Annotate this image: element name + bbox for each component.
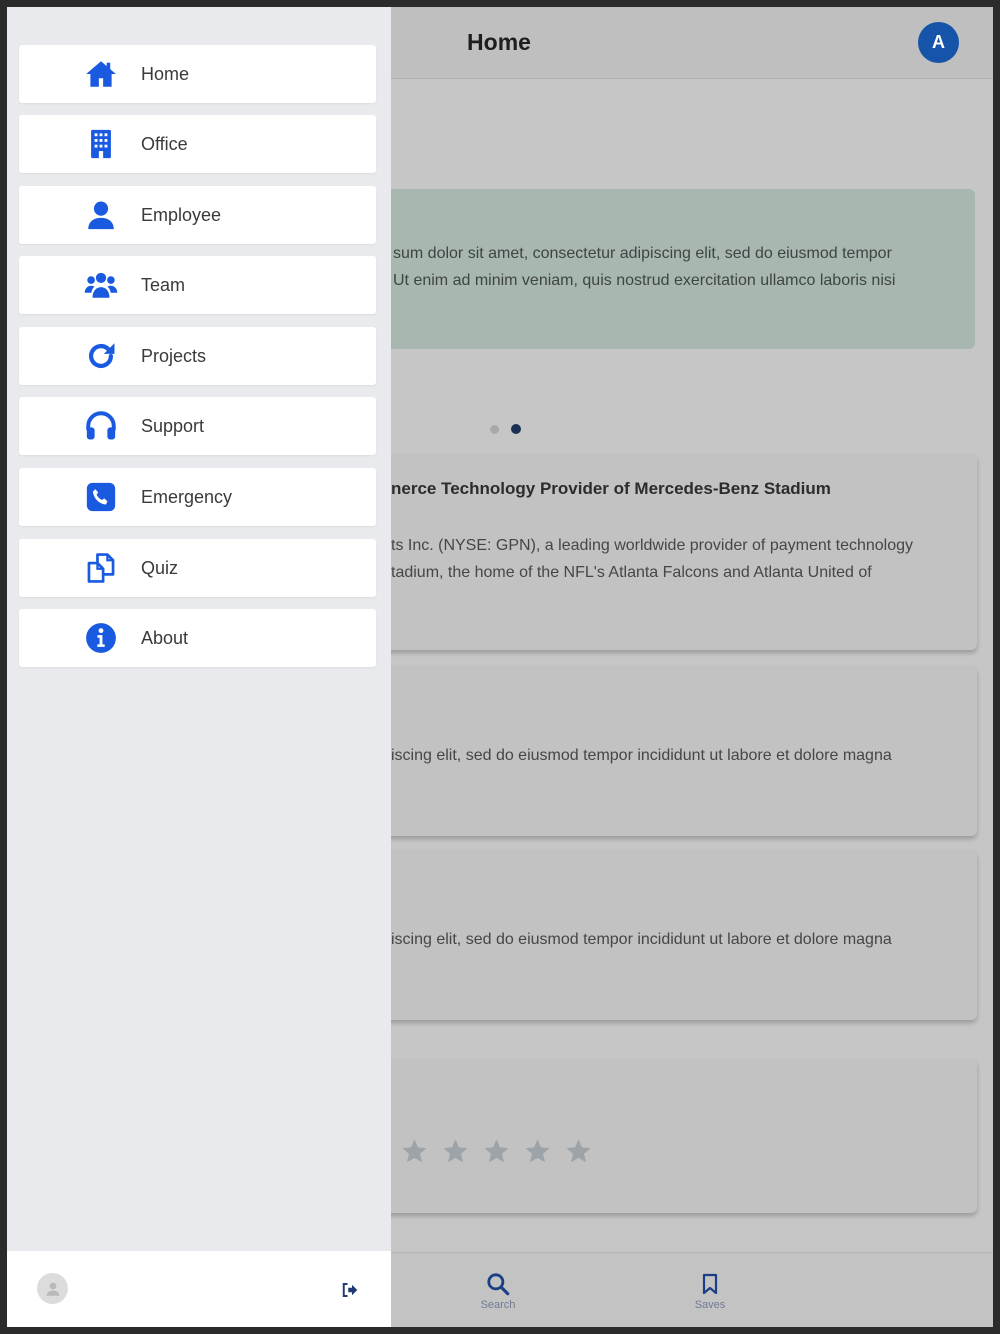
star-icon[interactable] [564,1137,593,1166]
info-icon [83,620,119,656]
star-icon[interactable] [482,1137,511,1166]
news-card-text: ts Inc. (NYSE: GPN), a leading worldwide provider of payment technology [391,537,914,554]
drawer-item-about[interactable] [19,609,376,667]
star-icon[interactable] [400,1137,429,1166]
profile-avatar-button[interactable]: A [918,22,959,63]
drawer-item-label: About [141,628,189,648]
drawer-item-quiz[interactable] [19,539,376,597]
user-placeholder-icon [44,1280,62,1298]
nav-saves-button[interactable] [680,1271,740,1311]
drawer-item-label: Home [141,64,190,84]
drawer-item-employee[interactable] [19,186,376,244]
drawer-item-projects[interactable] [19,327,376,385]
team-icon [83,267,119,303]
search-icon [485,1271,511,1297]
news-card-title: nerce Technology Provider of Mercedes-Benz Stadium [391,479,831,498]
drawer-footer [7,1251,391,1327]
drawer-item-label: Office [141,134,188,154]
headset-icon [83,408,119,444]
office-building-icon [83,126,119,162]
carousel-dot[interactable] [490,425,499,434]
bookmark-icon [698,1271,722,1297]
phone-icon [83,479,119,515]
drawer-item-support[interactable] [19,397,376,455]
star-rating[interactable] [400,1137,593,1166]
refresh-icon [83,338,119,374]
carousel-dot-active[interactable] [511,424,521,434]
drawer-item-label: Employee [141,205,222,225]
home-icon [83,56,119,92]
nav-search-button[interactable] [468,1271,528,1311]
news-card-text: iscing elit, sed do eiusmod tempor incididunt ut labore et dolore magna [391,747,892,764]
navigation-drawer [7,7,391,1327]
drawer-item-team[interactable] [19,256,376,314]
news-card-text: iscing elit, sed do eiusmod tempor incididunt ut labore et dolore magna [391,931,892,948]
nav-saves-label: Saves [694,1299,726,1311]
drawer-item-label: Emergency [141,487,233,507]
app-frame [7,7,993,1327]
drawer-item-office[interactable] [19,115,376,173]
logout-button[interactable] [338,1279,360,1301]
drawer-item-emergency[interactable] [19,468,376,526]
copy-documents-icon [83,550,119,586]
banner-text-line: Ut enim ad minim veniam, quis nostrud exercitation ullamco laboris nisi [393,272,896,289]
user-icon [83,197,119,233]
drawer-item-label: Team [141,275,186,295]
news-card-text: tadium, the home of the NFL's Atlanta Falcons and Atlanta United of [391,564,872,581]
page-title: Home [467,29,531,55]
star-icon[interactable] [441,1137,470,1166]
nav-search-label: Search [480,1299,516,1311]
banner-text-line: sum dolor sit amet, consectetur adipiscing elit, sed do eiusmod tempor [393,245,892,262]
drawer-item-label: Support [141,416,205,436]
drawer-item-home[interactable] [19,45,376,103]
sign-out-icon [340,1281,358,1299]
drawer-item-label: Quiz [141,558,179,578]
drawer-item-label: Projects [141,346,207,366]
user-avatar[interactable] [37,1273,68,1304]
star-icon[interactable] [523,1137,552,1166]
